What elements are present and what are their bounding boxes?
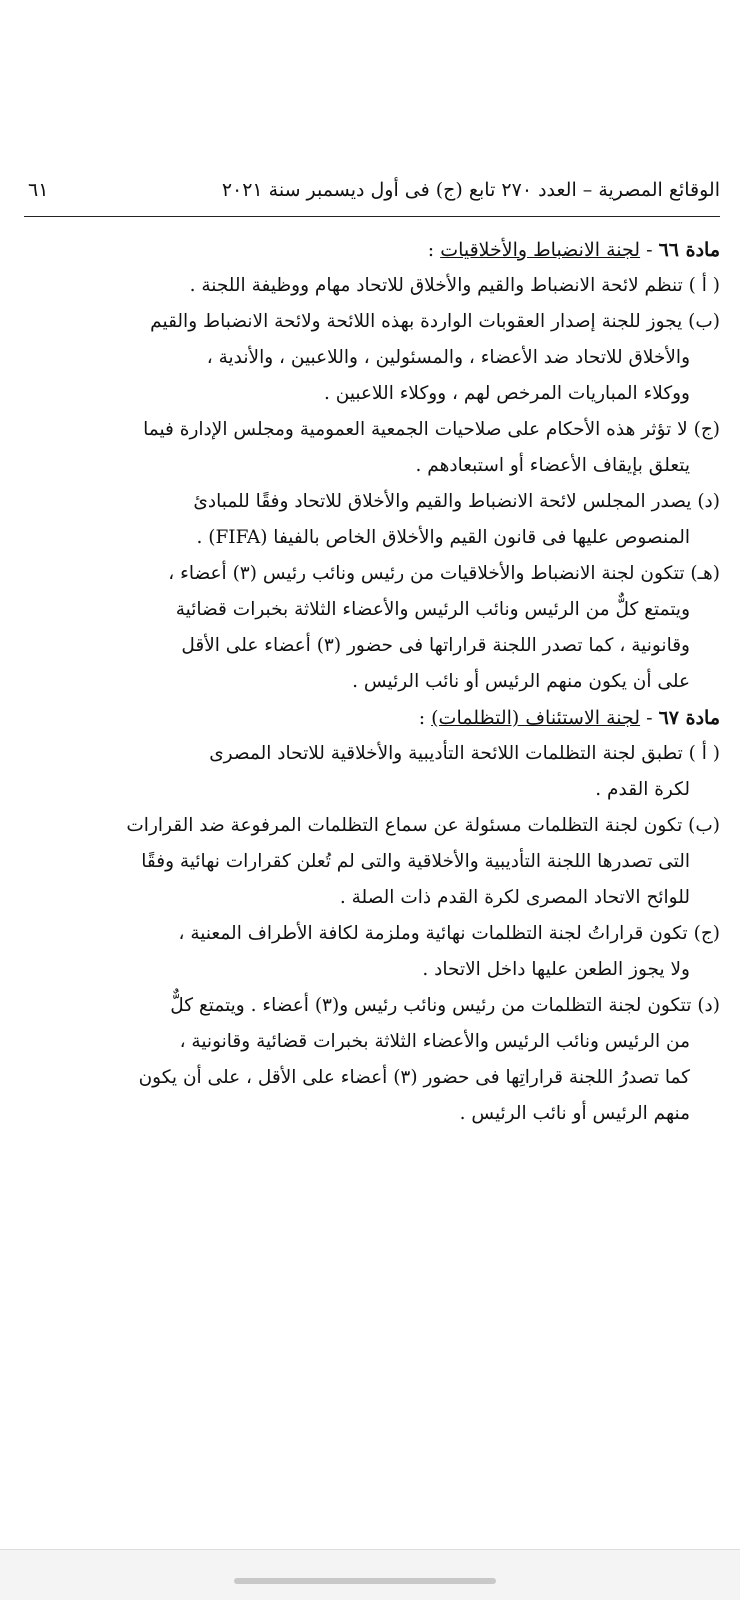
clause-text: تطبق لجنة التظلمات اللائحة التأديبية والأخلاقية للاتحاد المصرى — [209, 743, 683, 764]
clause-text: تكون لجنة التظلمات مسئولة عن سماع التظلمات المرفوعة ضد القرارات — [126, 815, 683, 836]
clause-line: للوائح الاتحاد المصرى لكرة القدم ذات الصلة . — [339, 887, 690, 908]
clause-line: يتعلق بإيقاف الأعضاء أو استبعادهم . — [415, 455, 690, 476]
bottom-toolbar — [0, 1549, 740, 1600]
clause-marker: ( أ ) — [688, 275, 720, 296]
clause-line — [22, 268, 720, 304]
clause-line: التى تصدرها اللجنة التأديبية والأخلاقية والتى لم تُعلن كقرارات نهائية وفقًا — [141, 851, 690, 872]
article-clause — [22, 736, 720, 808]
clause-line — [22, 808, 720, 844]
home-indicator[interactable] — [234, 1578, 496, 1584]
clause-line: ووكلاء المباريات المرخص لهم ، ووكلاء اللاعبين . — [323, 383, 690, 404]
clause-line: كما تصدرُ اللجنة قراراتِها فى حضور (٣) أعضاء على الأقل ، على أن يكون — [138, 1067, 690, 1088]
article-clause — [22, 268, 720, 304]
clause-line: لكرة القدم . — [595, 779, 690, 800]
clause-line: والأخلاق للاتحاد ضد الأعضاء ، والمسئولين ، واللاعبين ، والأندية ، — [206, 347, 690, 368]
clause-text: تكون قراراتُ لجنة التظلمات نهائية وملزمة لكافة الأطراف المعنية ، — [178, 923, 688, 944]
article-title: لجنة الاستئناف (التظلمات) — [431, 707, 641, 729]
header-title: الوقائع المصرية – العدد ٢٧٠ تابع (ج) فى أول ديسمبر سنة ٢٠٢١ — [221, 179, 720, 201]
clause-line — [22, 484, 720, 520]
clause-marker: (ب) — [688, 311, 720, 332]
clause-line: وقانونية ، كما تصدر اللجنة قراراتها فى حضور (٣) أعضاء على الأقل — [181, 635, 690, 656]
clause-marker: (د) — [697, 995, 720, 1016]
article-clause — [22, 304, 720, 412]
clause-line: ويتمتع كلٌّ من الرئيس ونائب الرئيس والأعضاء الثلاثة بخبرات قضائية — [175, 599, 690, 620]
article-clause — [22, 484, 720, 556]
article-title: لجنة الانضباط والأخلاقيات — [440, 239, 641, 261]
clause-marker: (ج) — [693, 419, 720, 440]
article-clause — [22, 556, 720, 700]
page-number: ٦١ — [28, 179, 49, 201]
document-body — [22, 232, 720, 1132]
page-header — [24, 170, 720, 217]
clause-text: تتكون لجنة الانضباط والأخلاقيات من رئيس ونائب رئيس (٣) أعضاء ، — [168, 563, 685, 584]
clause-marker: (هـ) — [690, 563, 720, 584]
clause-line: المنصوص عليها فى قانون القيم والأخلاق الخاص بالفيفا (FIFA) . — [196, 527, 690, 548]
article-label: مادة ٦٦ — [658, 239, 720, 261]
clause-text: لا تؤثر هذه الأحكام على صلاحيات الجمعية العمومية ومجلس الإدارة فيما — [143, 419, 688, 440]
clause-line: منهم الرئيس أو نائب الرئيس . — [459, 1103, 690, 1124]
clause-line — [22, 412, 720, 448]
clause-marker: ( أ ) — [688, 743, 720, 764]
article-clause — [22, 412, 720, 484]
clause-text: يصدر المجلس لائحة الانضباط والقيم والأخلاق للاتحاد وفقًا للمبادئ — [193, 491, 692, 512]
article-heading: مادة ٦٦ - لجنة الانضباط والأخلاقيات : — [427, 239, 720, 261]
clause-text: تنظم لائحة الانضباط والقيم والأخلاق للاتحاد مهام ووظيفة اللجنة . — [189, 275, 683, 296]
clause-text: تتكون لجنة التظلمات من رئيس ونائب رئيس و(٣) أعضاء . ويتمتع كلٌّ — [170, 995, 692, 1016]
clause-line — [22, 988, 720, 1024]
clause-text: يجوز للجنة إصدار العقوبات الواردة بهذه اللائحة ولائحة الانضباط والقيم — [150, 311, 683, 332]
article-clause — [22, 808, 720, 916]
clause-marker: (ج) — [693, 923, 720, 944]
clause-marker: (ب) — [688, 815, 720, 836]
article-clause — [22, 988, 720, 1132]
article-clause — [22, 916, 720, 988]
clause-line: على أن يكون منهم الرئيس أو نائب الرئيس . — [352, 671, 690, 692]
article-label: مادة ٦٧ — [658, 707, 720, 729]
clause-line — [22, 916, 720, 952]
article-heading: مادة ٦٧ - لجنة الاستئناف (التظلمات) : — [418, 707, 720, 729]
clause-marker: (د) — [697, 491, 720, 512]
clause-line — [22, 304, 720, 340]
clause-line — [22, 736, 720, 772]
clause-line: من الرئيس ونائب الرئيس والأعضاء الثلاثة بخبرات قضائية وقانونية ، — [179, 1031, 690, 1052]
clause-line: ولا يجوز الطعن عليها داخل الاتحاد . — [422, 959, 690, 980]
clause-line — [22, 556, 720, 592]
